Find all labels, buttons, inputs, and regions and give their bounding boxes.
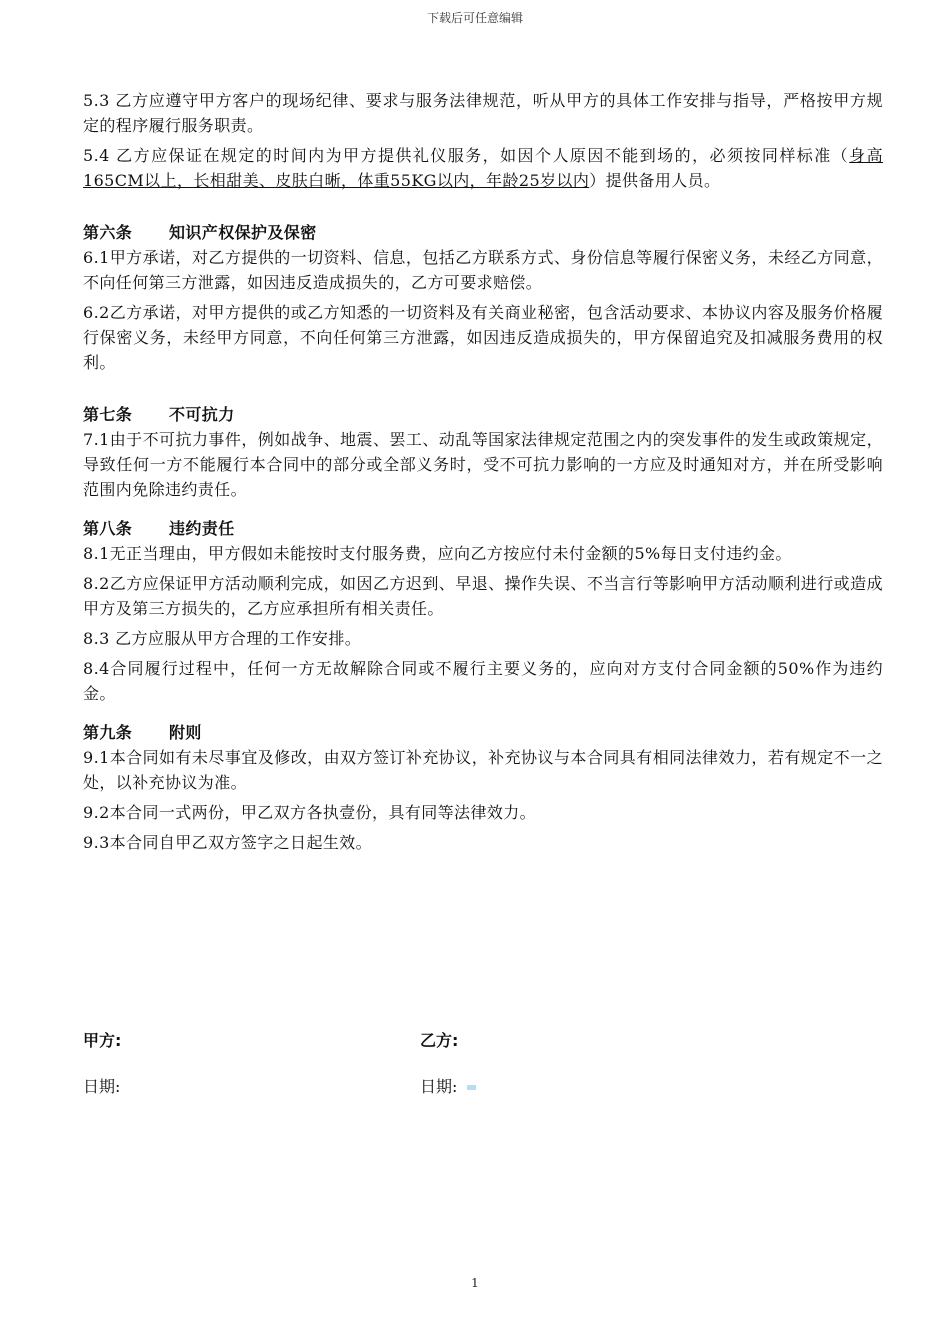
page-number: 1 <box>471 1276 479 1290</box>
clause-8-4: 8.4合同履行过程中，任何一方无故解除合同或不履行主要义务的，应向对方支付合同金额的50%作为违约金。 <box>83 659 883 703</box>
section-6-title: 知识产权保护及保密 <box>169 223 317 242</box>
clause-9-1: 9.1本合同如有未尽事宜及修改，由双方签订补充协议，补充协议与本合同具有相同法律效力，若有规定不一之处，以补充协议为准。 <box>83 748 883 792</box>
clause-5-4-text-start: 5.4 乙方应保证在规定的时间内为甲方提供礼仪服务，如因个人原因不能到场的，必须按同样标准（ <box>83 146 850 165</box>
clause-9-2: 9.2本合同一式两份，甲乙双方各执壹份，具有同等法律效力。 <box>83 803 537 822</box>
date-b-label: 日期: <box>420 1077 458 1096</box>
date-b-wrapper <box>420 1074 476 1097</box>
section-9-title: 附则 <box>169 723 202 742</box>
section-7-number: 第七条 <box>83 405 133 424</box>
contract-body <box>83 88 883 860</box>
section-6-number: 第六条 <box>83 223 133 242</box>
clause-6-1: 6.1甲方承诺，对乙方提供的一切资料、信息，包括乙方联系方式、身份信息等履行保密义务，未经乙方同意，不向任何第三方泄露，如因违反造成损失的，乙方可要求赔偿。 <box>83 248 883 292</box>
section-7-title: 不可抗力 <box>169 405 235 424</box>
section-8-number: 第八条 <box>83 519 133 538</box>
section-8-heading <box>83 516 883 541</box>
clause-8-2: 8.2乙方应保证甲方活动顺利完成，如因乙方迟到、早退、操作失误、不当言行等影响甲方活动顺利进行或造成甲方及第三方损失的，乙方应承担所有相关责任。 <box>83 574 883 618</box>
date-a-label: 日期: <box>83 1077 121 1096</box>
highlight-mark-icon <box>467 1085 476 1090</box>
section-8-title: 违约责任 <box>169 519 235 538</box>
party-a-label: 甲方: <box>83 1031 122 1050</box>
clause-8-3: 8.3 乙方应服从甲方合理的工作安排。 <box>83 629 362 648</box>
spacer <box>83 711 883 720</box>
spacer <box>83 198 883 220</box>
clause-8-1: 8.1无正当理由，甲方假如未能按时支付服务费，应向乙方按应付未付金额的5%每日支付违约金。 <box>83 544 792 563</box>
clause-7-1: 7.1由于不可抗力事件，例如战争、地震、罢工、动乱等国家法律规定范围之内的突发事件的发生或政策规定，导致任何一方不能履行本合同中的部分或全部义务时，受不可抗力影响的一方应及时通知对方，并在所受影响范围内免除违约责任。 <box>83 430 883 499</box>
section-6-heading <box>83 220 883 245</box>
clause-9-3: 9.3本合同自甲乙双方签字之日起生效。 <box>83 833 373 852</box>
party-row <box>83 1028 863 1074</box>
section-9-number: 第九条 <box>83 723 133 742</box>
clause-5-4-standard: 身高165CM以上，长相甜美、皮肤白晰，体重55KG以内，年龄25岁以内 <box>83 146 883 190</box>
party-b-label: 乙方: <box>420 1031 459 1050</box>
clause-5-3: 5.3 乙方应遵守甲方客户的现场纪律、要求与服务法律规范，听从甲方的具体工作安排与指导，严格按甲方规定的程序履行服务职责。 <box>83 91 883 135</box>
clause-5-4-text-end: ）提供备用人员。 <box>589 171 721 190</box>
spacer <box>83 380 883 402</box>
page-header: 下载后可任意编辑 <box>426 11 523 25</box>
spacer <box>83 507 883 516</box>
clause-6-2: 6.2乙方承诺，对甲方提供的或乙方知悉的一切资料及有关商业秘密，包含活动要求、本协议内容及服务价格履行保密义务，未经甲方同意，不向任何第三方泄露，如因违反造成损失的，甲方保留追究及扣减服务费用的权利。 <box>83 303 883 372</box>
section-9-heading <box>83 720 883 745</box>
clause-5-4 <box>83 143 883 193</box>
signature-block <box>83 1028 863 1120</box>
date-row <box>83 1074 863 1120</box>
section-7-heading <box>83 402 883 427</box>
